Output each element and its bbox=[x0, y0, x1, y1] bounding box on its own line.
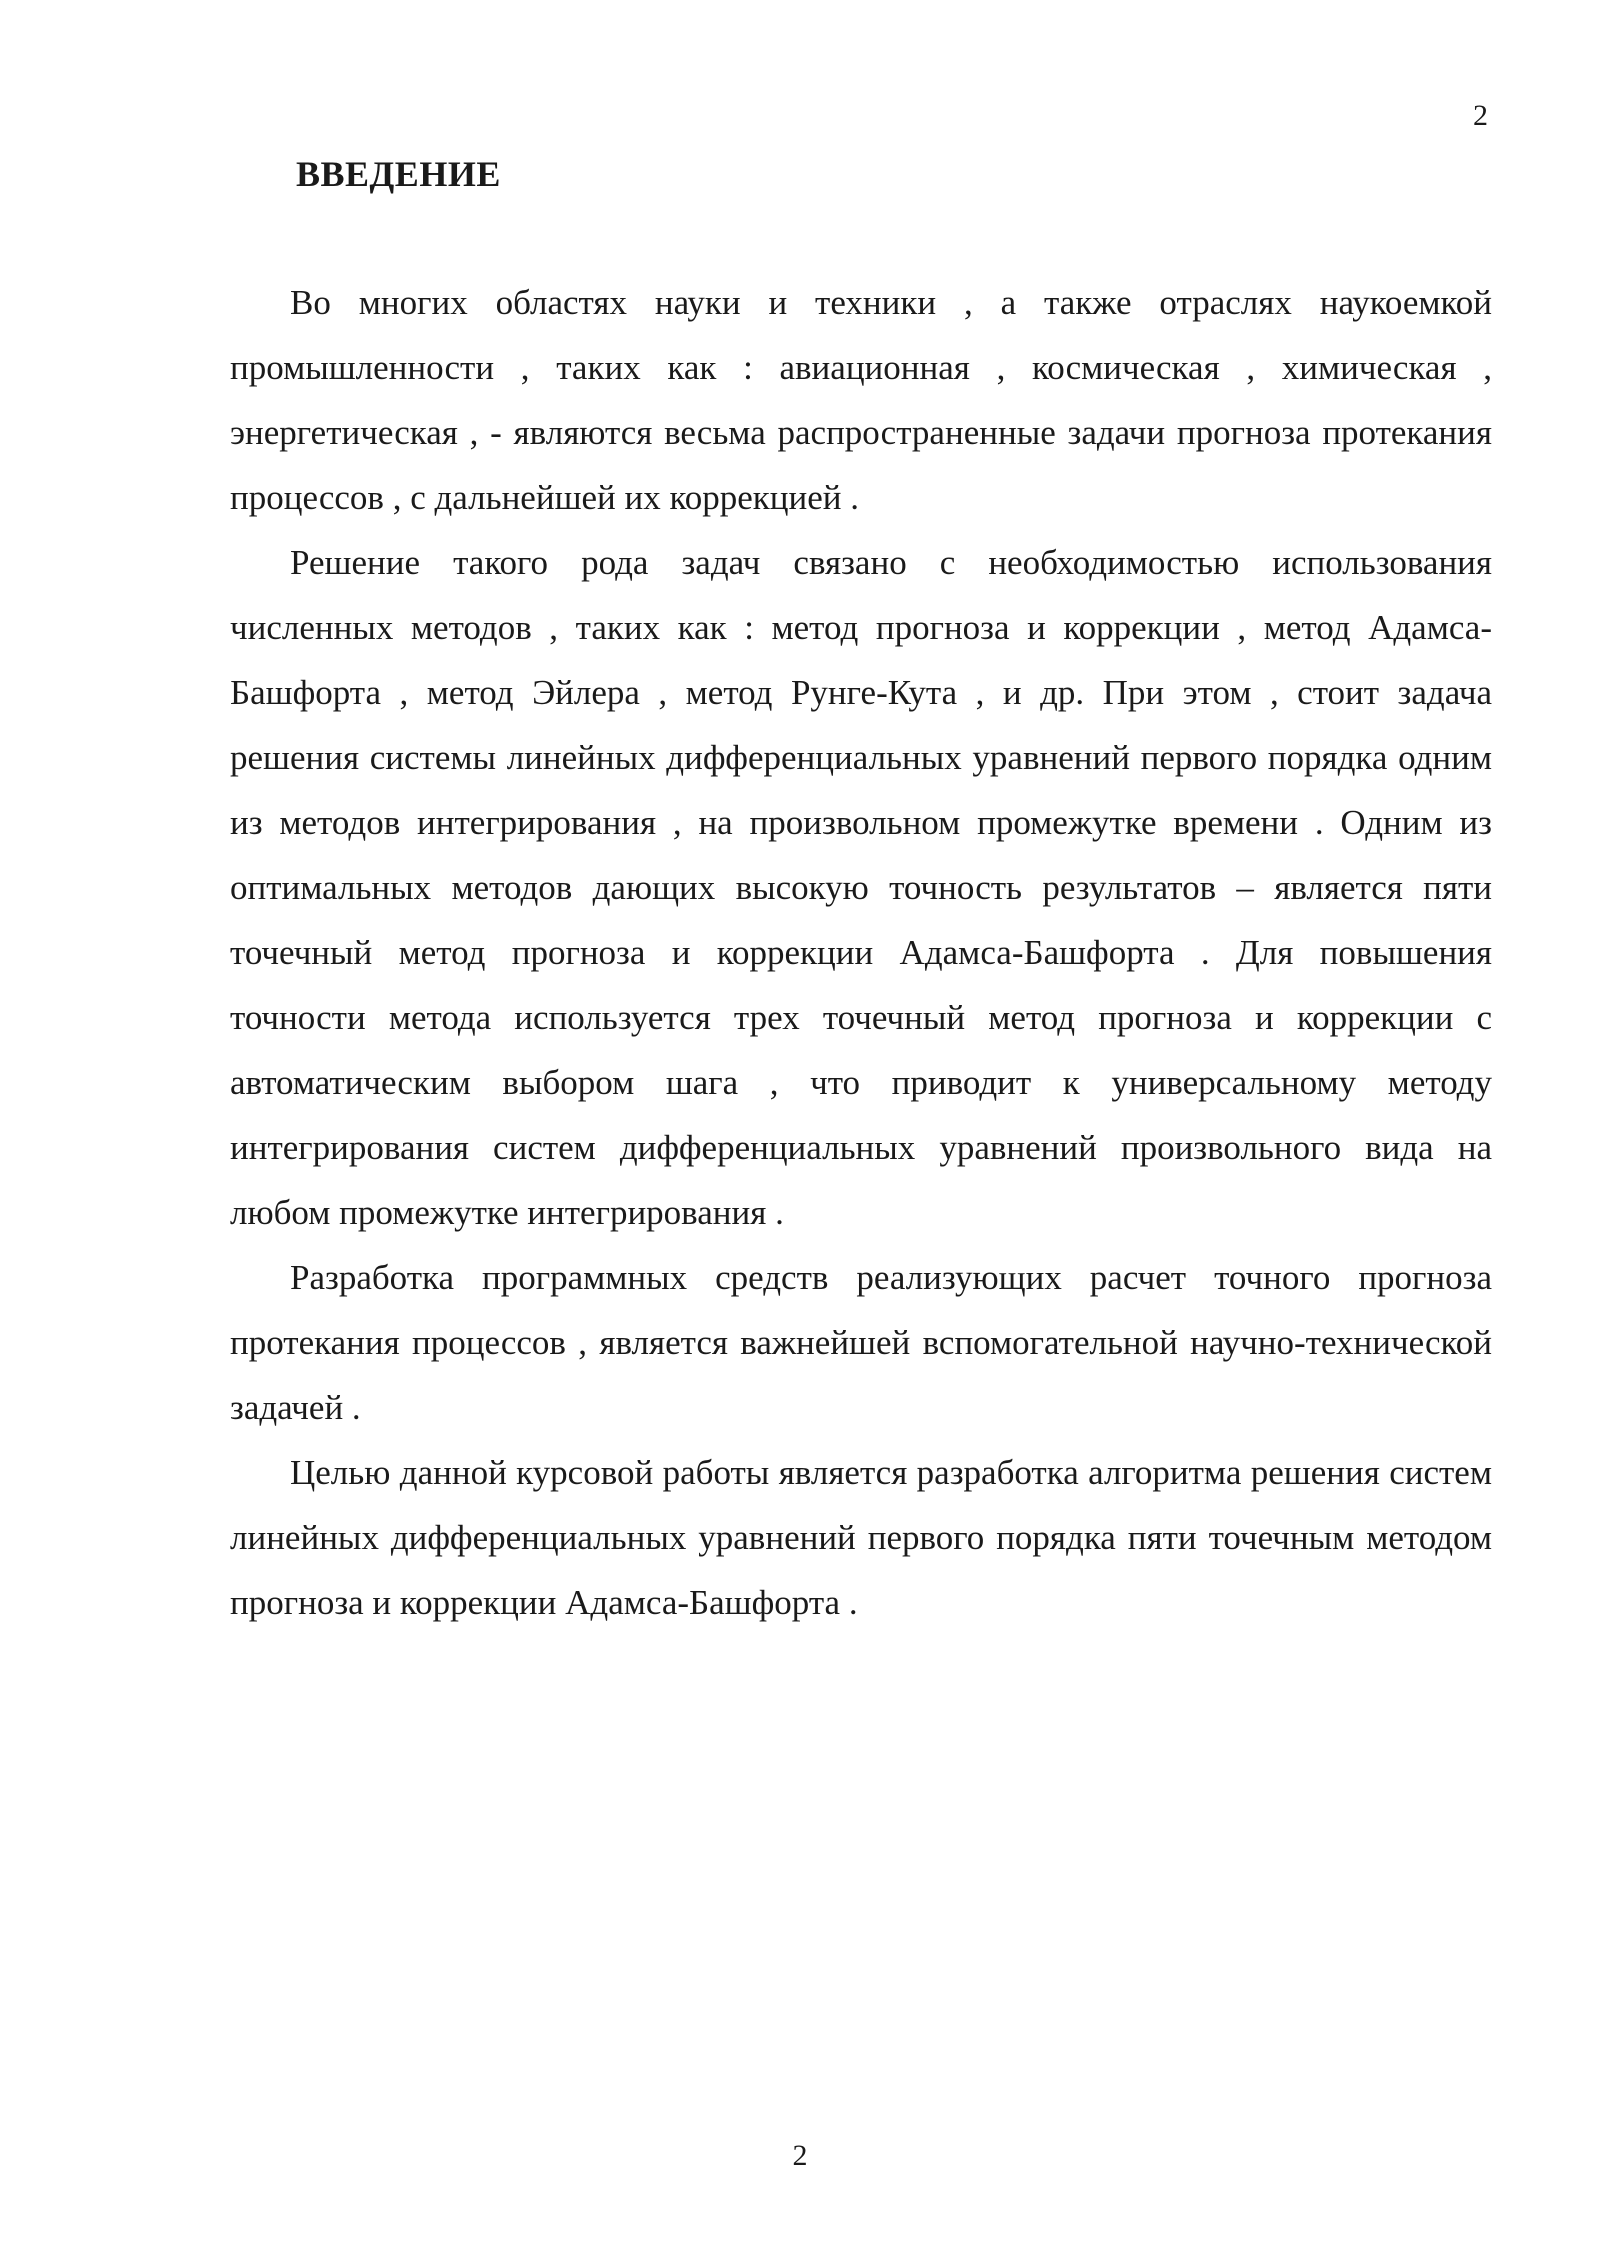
paragraph-software: Разработка программных средств реализующих расчет точного прогноза протекания процессов , является важнейшей вспомогательной научно-технической задачей . bbox=[230, 1258, 1492, 1427]
paragraph-methods: Решение такого рода задач связано с необходимостью использования численных методов , таких как : метод прогноза и коррекции , метод Адамса-Башфорта , метод Эйлера , метод Рунге-Кута , и др. При этом , стоит задача решения системы линейных дифференциальных уравнений первого порядка одним из методов интегрирования , на произвольном промежутке времени . Одним из оптимальных методов дающих высокую точность результатов – является пяти точечный метод прогноза и коррекции Адамса-Башфорта . Для повышения точности метода используется трех точечный метод прогноза и коррекции с автоматическим выбором шага , что приводит к универсальному методу интегрирования систем дифференциальных уравнений произвольного вида на любом промежутке интегрирования . bbox=[230, 543, 1492, 1232]
paragraph-goal: Целью данной курсовой работы является разработка алгоритма решения систем линейных дифференциальных уравнений первого порядка пяти точечным методом прогноза и коррекции Адамса-Башфорта . bbox=[230, 1453, 1492, 1622]
body-text bbox=[230, 270, 1492, 1635]
paragraph-intro: Во многих областях науки и техники , а также отраслях наукоемкой промышленности , таких как : авиационная , космическая , химическая , энергетическая , - являются весьма распространенные задачи прогноза протекания процессов , с дальнейшей их коррекцией . bbox=[230, 283, 1492, 517]
section-heading: ВВЕДЕНИЕ bbox=[296, 154, 501, 194]
page-number-bottom: 2 bbox=[792, 2139, 808, 2172]
page-number-top: 2 bbox=[1473, 99, 1488, 132]
